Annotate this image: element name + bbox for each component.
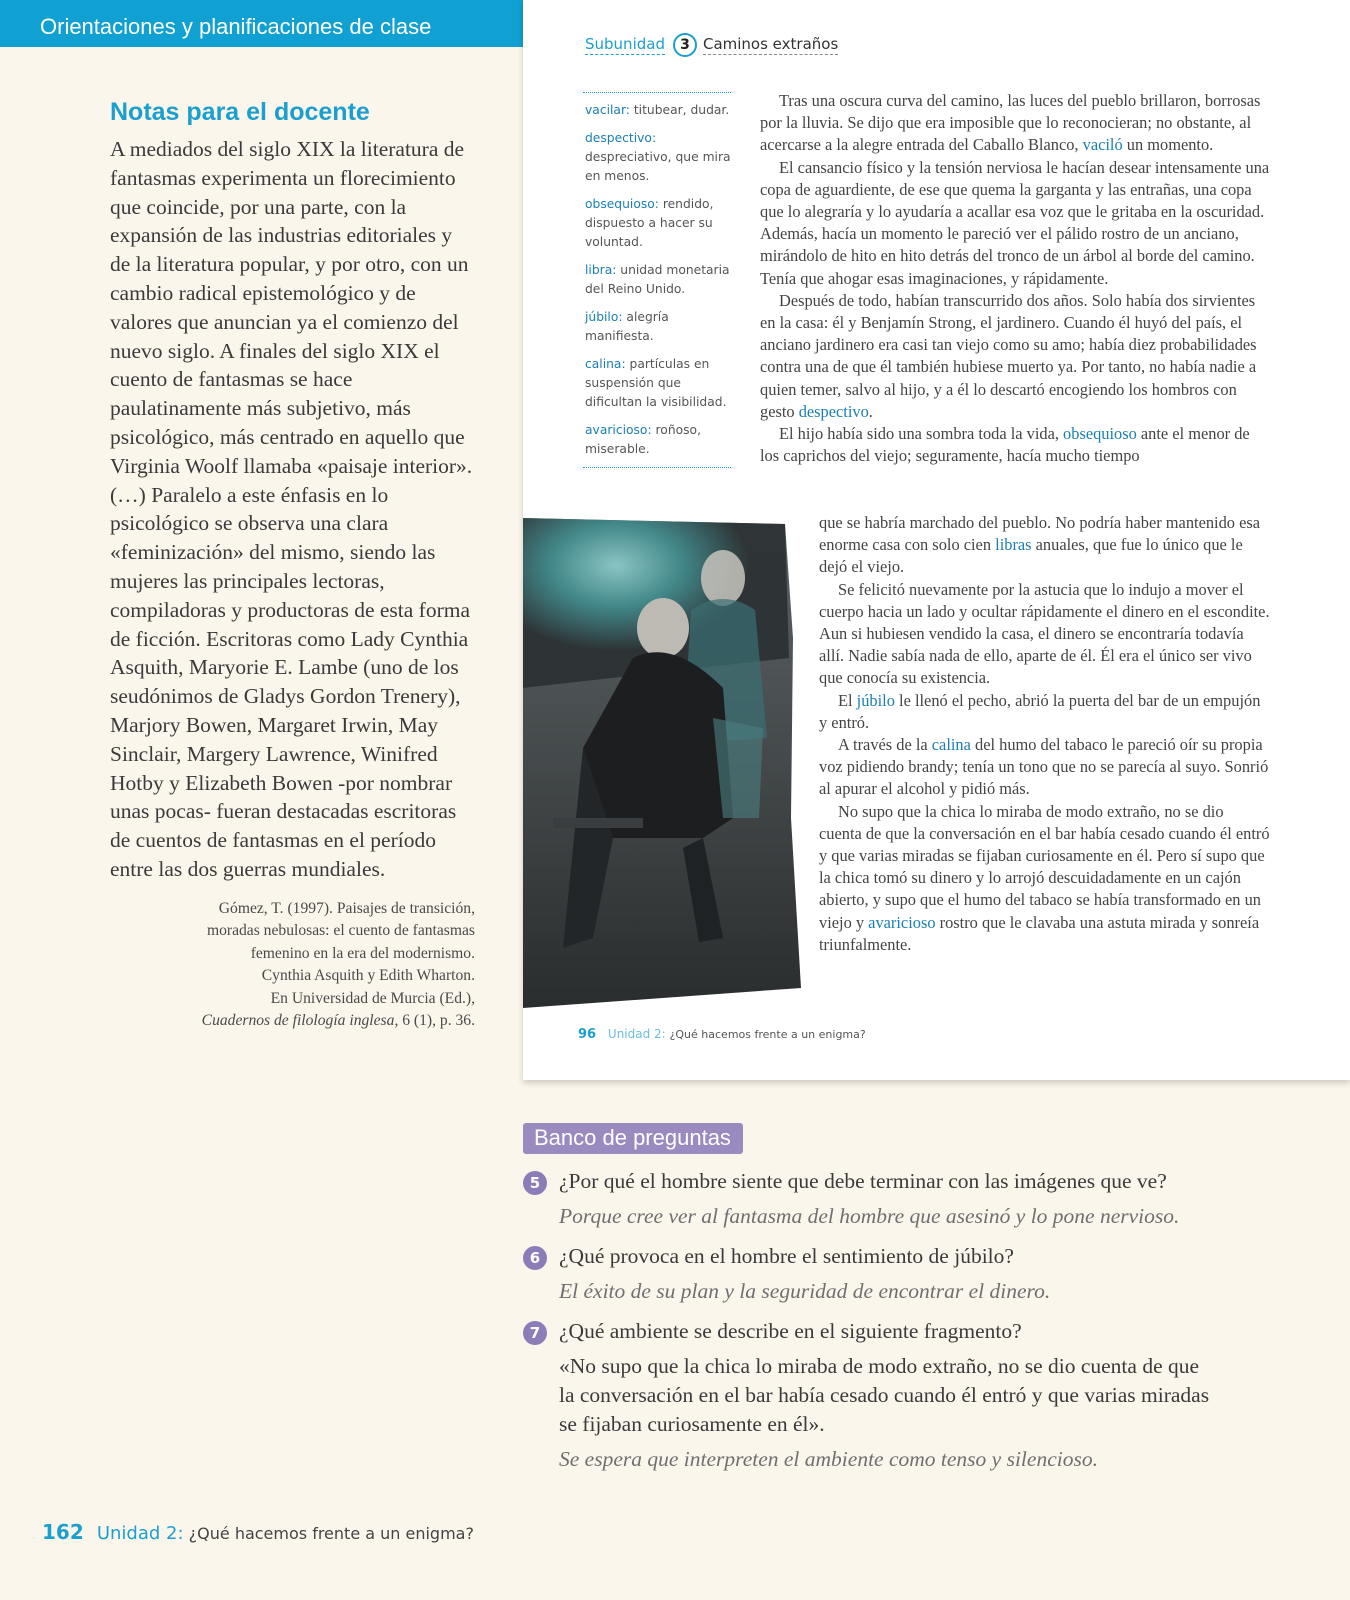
page-number: 96: [578, 1027, 597, 1042]
page-footer: [578, 1027, 866, 1042]
glossary-entry: [585, 195, 731, 252]
glossary-term: avaricioso:: [585, 423, 652, 437]
answer-text: El éxito de su plan y la seguridad de encontrar el dinero.: [559, 1279, 1051, 1303]
question-item: [523, 1317, 1313, 1474]
footer-question: ¿Qué hacemos frente a un enigma?: [669, 1028, 866, 1041]
story-paragraph: [819, 512, 1270, 579]
story-text: un momento.: [1122, 135, 1214, 155]
story-text: del humo del tabaco le pareció oír su propia voz pidiendo brandy; tenía un tono que no se parecía al suyo. Sonrió al apurar el alcohol y pidió más.: [819, 735, 1269, 799]
question-text: ¿Qué provoca en el hombre el sentimiento de júbilo?: [559, 1244, 1014, 1268]
question-text: ¿Por qué el hombre siente que debe terminar con las imágenes que ve?: [559, 1169, 1167, 1193]
story-paragraph: [760, 423, 1270, 467]
story-text: A través de la: [838, 735, 932, 755]
question-item: [523, 1242, 1313, 1306]
story-text: Tras una oscura curva del camino, las luces del pueblo brillaron, borrosas por la lluvia. Se dijo que era imposible que lo reconocieran; no obstante, al acercarse a la alegre entrada del Caballo Blanco,: [760, 91, 1261, 155]
story-paragraph: [760, 290, 1270, 423]
question-item: [523, 1167, 1313, 1231]
notes-body: A mediados del siglo XIX la literatura de fantasmas experimenta un florecimiento que coincide, por una parte, con la expansión de las industrias editoriales y de la literatura popular, y por otro, con un cambio radical epistemológico y de valores que anuncian ya el comienzo del nuevo siglo. A finales del siglo XIX el cuento de fantasmas se hace paulatinamente más subjetivo, más psicológico, más centrado en aquello que Virginia Woolf llamaba «paisaje interior». (…) Paralelo a este énfasis en lo psicológico se observa una clara «feminización» del mismo, siendo las mujeres las principales lectoras, compiladoras y productoras de esta forma de ficción. Escritoras como Lady Cynthia Asquith, Maryorie E. Lambe (uno de los seudónimos de Gladys Gordon Trenery), Marjory Bowen, Margaret Irwin, May Sinclair, Margery Lawrence, Winifred Hotby y Elizabeth Bowen -por nombrar unas pocas- fueran destacadas escritoras de cuentos de fantasmas en el período entre las dos guerras mundiales.: [110, 137, 473, 881]
story-paragraph: Se felicitó nuevamente por la astucia que lo indujo a mover el cuerpo hacia un lado y ocultar rápidamente el dinero en el escondite. Aun si hubiesen vendido la casa, el dinero se encontraría todavía allí. Nadie sabía nada de ello, aparte de él. Él era el único ser vivo que conocía su existencia.: [819, 579, 1270, 688]
story-text: le llenó el pecho, abrió la puerta del bar de un empujón y entró.: [819, 690, 1261, 732]
subunit-header: [585, 33, 838, 57]
story-paragraph: El cansancio físico y la tensión nerviosa le hacían desear intensamente una copa de aguardiente, de ese que quema la garganta y las entrañas, una copa que lo alegraría y lo ayudaría a acallar esa voz que le gritaba en la oscuridad. Además, hacía un momento le pareció ver el pálido rostro de un anciano, mirándolo de hito en hito detrás del tronco de un árbol al borde del camino. Tenía que ahogar esas imaginaciones, y rápidamente.: [760, 157, 1270, 288]
question-number: 5: [523, 1171, 547, 1195]
story-paragraph: [760, 90, 1270, 157]
question-number: 7: [523, 1321, 547, 1345]
citation-line: moradas nebulosas: el cuento de fantasmas: [206, 922, 475, 940]
glossary-definition: titubear, dudar.: [629, 103, 730, 117]
glossary-term: vacilar:: [585, 103, 630, 117]
citation-line: Gómez, T. (1997). Paisajes de transición,: [218, 899, 475, 917]
glossary-term: libra:: [585, 263, 617, 277]
glossary-definition: despreciativo, que mira en menos.: [585, 150, 731, 183]
citation-line: femenino en la era del modernismo.: [250, 944, 475, 962]
glossary-definition: rendido, dispuesto a hacer su voluntad.: [585, 197, 714, 249]
citation-journal: Cuadernos de filología inglesa: [201, 1012, 395, 1030]
glossary-definition: alegría manifiesta.: [585, 310, 669, 343]
story-text: Después de todo, habían transcurrido dos años. Solo había dos sirvientes en la casa: él y Benjamín Strong, el jardinero. Cuando él huyó del país, el anciano jardinero era casi tan viejo como su amo; había diez probabilidades contra una de que él también hubiese muerto ya. Por tanto, no había nadie a quien temer, salvo al hijo, y a él lo descartó encogiendo los hombros con gesto: [760, 290, 1257, 421]
glossary-definition: roñoso, miserable.: [585, 423, 701, 456]
glossary-entry: [585, 308, 731, 346]
page-number: 162: [42, 1520, 84, 1544]
illustration: [523, 518, 803, 1010]
header-band: [0, 0, 523, 47]
teacher-notes: [110, 98, 475, 1033]
glossary-word: calina: [931, 735, 971, 755]
glossary-word: avaricioso: [868, 912, 936, 932]
glossary-word: obsequioso: [1063, 424, 1137, 444]
question-bank-title: Banco de preguntas: [523, 1123, 743, 1154]
story-paragraph: [819, 801, 1270, 956]
story-text-top: [760, 90, 1270, 467]
question-number: 6: [523, 1246, 547, 1270]
glossary-definition: unidad monetaria del Reino Unido.: [585, 263, 730, 296]
notes-heading: Notas para el docente: [110, 98, 370, 126]
story-paragraph: [819, 734, 1270, 801]
story-text-bottom: [819, 512, 1270, 956]
footer-question: ¿Qué hacemos frente a un enigma?: [188, 1524, 474, 1543]
glossary-word: libras: [995, 535, 1032, 555]
story-paragraph: [819, 690, 1270, 734]
glossary-term: obsequioso:: [585, 197, 659, 211]
page-footer-main: [42, 1520, 474, 1544]
glossary: [583, 92, 731, 468]
story-text: ante el menor de los caprichos del viejo; seguramente, hacía mucho tiempo: [760, 424, 1250, 466]
footer-unit: Unidad 2:: [96, 1523, 184, 1544]
glossary-word: júbilo: [856, 690, 895, 710]
notes-citation: [110, 898, 475, 1033]
citation-line: En Universidad de Murcia (Ed.),: [270, 989, 475, 1007]
citation-rest: , 6 (1), p. 36.: [394, 1012, 475, 1030]
glossary-term: despectivo:: [585, 131, 657, 145]
glossary-term: calina:: [585, 357, 626, 371]
story-text: No supo que la chica lo miraba de modo extraño, no se dio cuenta de que la conversación en el bar había cesado cuando él entró y que varias miradas se fijaban curiosamente en él. Pero sí supo que la chica tomó su dinero y lo arrojó descuidadamente en un cajón abierto, y supo que el humo del tabaco se había transformado en un viejo y: [819, 801, 1270, 932]
footer-unit: Unidad 2:: [607, 1027, 666, 1041]
header-title: Orientaciones y planificaciones de clase: [40, 14, 432, 39]
glossary-entry: [585, 421, 731, 459]
story-text: El hijo había sido una sombra toda la vida,: [779, 424, 1064, 444]
story-text: que se habría marchado del pueblo. No podría haber mantenido esa enorme casa con solo cien: [819, 513, 1261, 555]
question-text: ¿Qué ambiente se describe en el siguiente fragmento?: [559, 1319, 1022, 1343]
citation-line: Cynthia Asquith y Edith Wharton.: [261, 967, 475, 985]
glossary-entry: [585, 261, 731, 299]
quoted-fragment: «No supo que la chica lo miraba de modo extraño, no se dio cuenta de que la conversación en el bar había cesado cuando él entró y que varias miradas se fijaban curiosamente en él».: [559, 1354, 1210, 1436]
glossary-entry: [585, 355, 731, 412]
story-text: rostro que le clavaba una astuta mirada y sonreía triunfalmente.: [819, 912, 1260, 954]
subunit-name: Caminos extraños: [702, 35, 839, 53]
glossary-entry: [585, 101, 731, 120]
glossary-word: despectivo: [798, 401, 869, 421]
subunit-number-badge: 3: [673, 33, 697, 57]
citation-line: [110, 1010, 475, 1033]
glossary-definition: partículas en suspensión que dificultan la visibilidad.: [585, 357, 727, 409]
answer-text: Se espera que interpreten el ambiente como tenso y silencioso.: [559, 1447, 1098, 1471]
glossary-entry: [585, 129, 731, 186]
glossary-word: vaciló: [1082, 135, 1123, 155]
story-text: .: [868, 401, 873, 421]
subunit-label: Subunidad: [585, 35, 665, 53]
student-book-page: [523, 0, 1350, 1080]
glossary-term: júbilo:: [585, 310, 623, 324]
answer-text: Porque cree ver al fantasma del hombre que asesinó y lo pone nervioso.: [559, 1204, 1180, 1228]
story-text: El: [838, 690, 857, 710]
story-text: anuales, que fue lo único que le dejó el viejo.: [819, 535, 1243, 577]
